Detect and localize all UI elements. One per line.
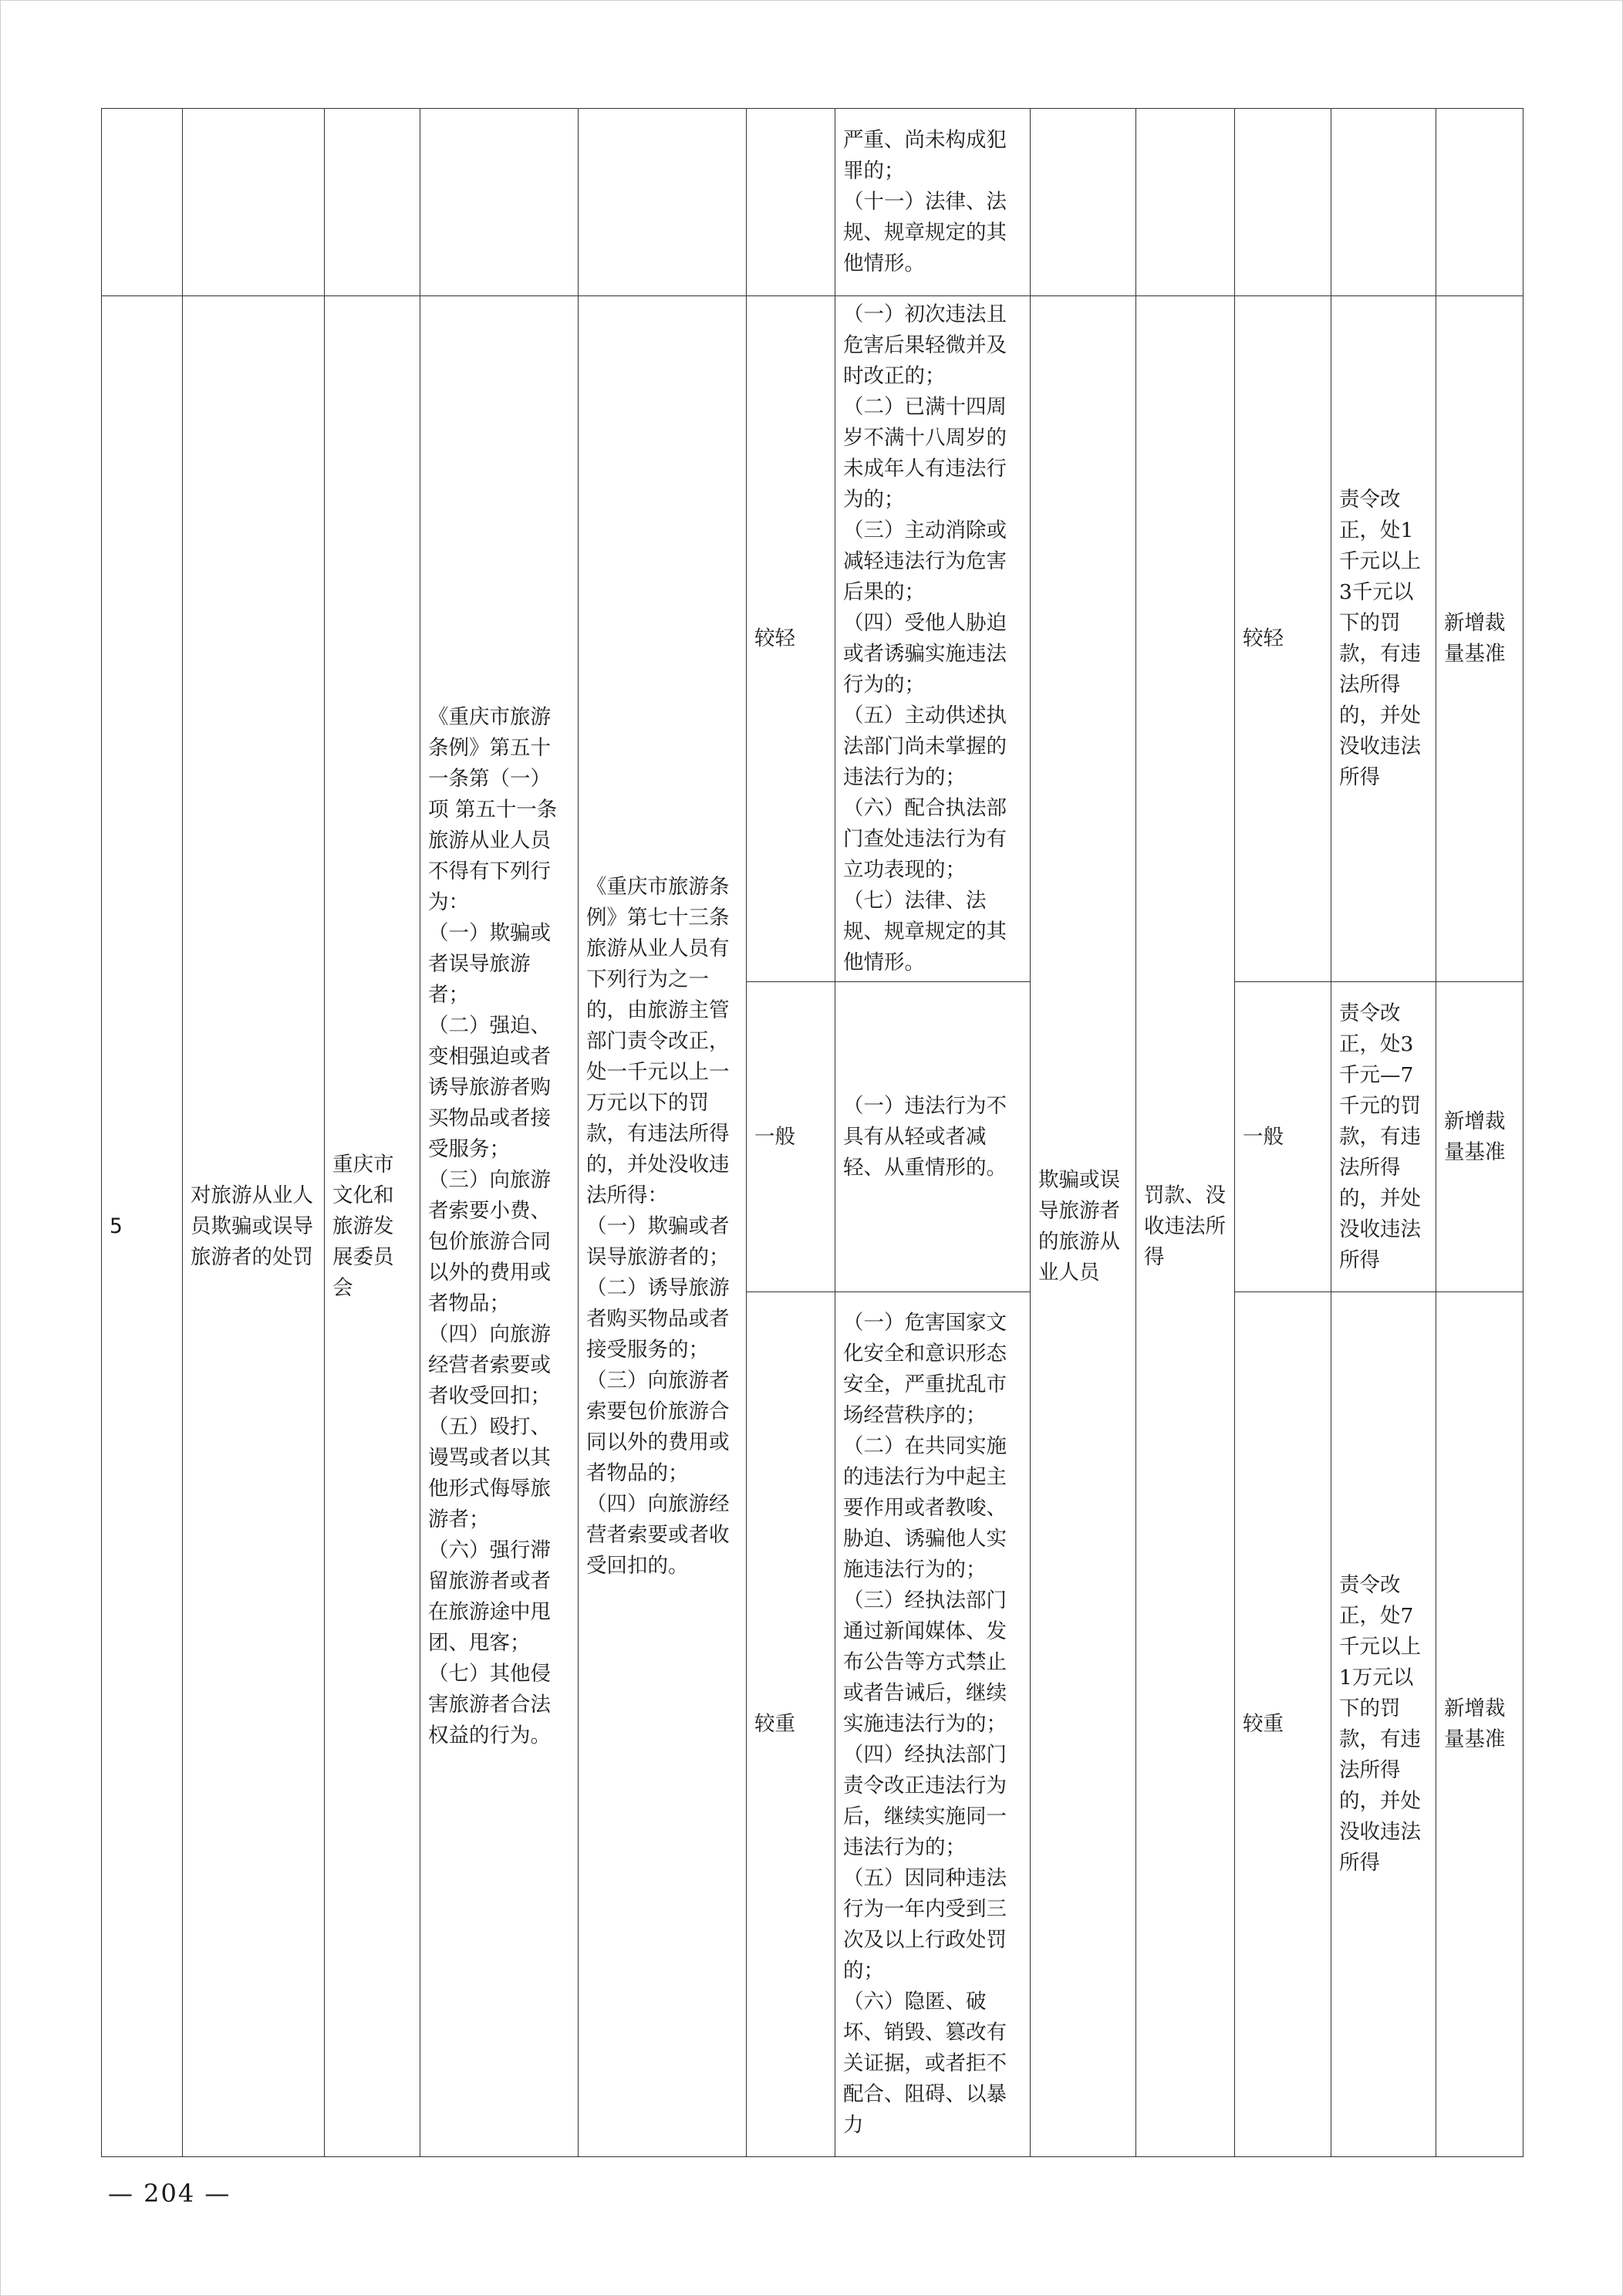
regulation-table (101, 108, 1523, 2157)
item-number: 5 (102, 296, 183, 2157)
empty-cell (579, 109, 747, 296)
empty-cell (1331, 109, 1436, 296)
remark: 新增裁量基准 (1436, 982, 1523, 1292)
violation-subject: 欺骗或误导旅游者的旅游从业人员 (1031, 296, 1136, 2157)
level-label: 一般 (747, 982, 835, 1292)
empty-cell (183, 109, 325, 296)
standard-level: 较重 (1235, 1292, 1331, 2157)
empty-cell (1031, 109, 1136, 296)
empty-cell (420, 109, 579, 296)
empty-cell (747, 109, 835, 296)
empty-cell (1136, 109, 1235, 296)
standard-level: 较轻 (1235, 296, 1331, 982)
standard-level: 一般 (1235, 982, 1331, 1292)
penalty-basis: 《重庆市旅游条例》第七十三条 旅游从业人员有下列行为之一的，由旅游主管部门责令改正，处一千元以上一万元以下的罚款，有违法所得的，并处没收违法所得： （一）欺骗或者误导旅游者的； （二）诱导旅游者购买物品或者接受服务的； （三）向旅游者索要包价旅游合同以外的费用或者物品的； （四）向旅游经营者索要或者收受回扣的。 (579, 296, 747, 2157)
remark: 新增裁量基准 (1436, 1292, 1523, 2157)
item-name: 对旅游从业人员欺骗或误导旅游者的处罚 (183, 296, 325, 2157)
level-conditions: （一）危害国家文化安全和意识形态安全，严重扰乱市场经营秩序的； （二）在共同实施的违法行为中起主要作用或者教唆、胁迫、诱骗他人实施违法行为的； （三）经执法部门通过新闻媒体、发布公告等方式禁止或者告诫后，继续实施违法行为的； （四）经执法部门责令改正违法行为后，继续实施同一违法行为的； （五）因同种违法行为一年内受到三次及以上行政处罚的； （六）隐匿、破坏、销毁、篡改有关证据，或者拒不配合、阻碍、以暴力 (835, 1292, 1031, 2157)
empty-cell (102, 109, 183, 296)
discretion-standard: 责令改正，处3千元—7千元的罚款，有违法所得的，并处没收违法所得 (1331, 982, 1436, 1292)
legal-basis: 《重庆市旅游条例》第五十一条第（一）项 第五十一条 旅游从业人员不得有下列行为： （一）欺骗或者误导旅游者； （二）强迫、变相强迫或者诱导旅游者购买物品或者接受服务； （三）向旅游者索要小费、包价旅游合同以外的费用或者物品； （四）向旅游经营者索要或者收受回扣； （五）殴打、谩骂或者以其他形式侮辱旅游者； （六）强行滞留旅游者或者在旅游途中甩团、甩客； （七）其他侵害旅游者合法权益的行为。 (420, 296, 579, 2157)
remark: 新增裁量基准 (1436, 296, 1523, 982)
level-row-light (102, 296, 1523, 982)
level-label: 较轻 (747, 296, 835, 982)
level-label: 较重 (747, 1292, 835, 2157)
empty-cell (325, 109, 420, 296)
discretion-standard: 责令改正，处7千元以上1万元以下的罚款，有违法所得的，并处没收违法所得 (1331, 1292, 1436, 2157)
authority: 重庆市文化和旅游发展委员会 (325, 296, 420, 2157)
discretion-standard: 责令改正，处1千元以上3千元以下的罚款，有违法所得的，并处没收违法所得 (1331, 296, 1436, 982)
empty-cell (1235, 109, 1331, 296)
level-conditions: （一）初次违法且危害后果轻微并及时改正的； （二）已满十四周岁不满十八周岁的未成年人有违法行为的； （三）主动消除或减轻违法行为危害后果的； （四）受他人胁迫或者诱骗实施违法行为的； （五）主动供述执法部门尚未掌握的违法行为的； （六）配合执法部门查处违法行为有立功表现的； （七）法律、法规、规章规定的其他情形。 (835, 296, 1031, 982)
continuation-conditions: 严重、尚未构成犯罪的； （十一）法律、法规、规章规定的其他情形。 (835, 109, 1031, 296)
level-conditions: （一）违法行为不具有从轻或者减轻、从重情形的。 (835, 982, 1031, 1292)
page-number: — 204 — (108, 2179, 231, 2208)
empty-cell (1436, 109, 1523, 296)
penalty-type: 罚款、没收违法所得 (1136, 296, 1235, 2157)
continuation-row (102, 109, 1523, 296)
